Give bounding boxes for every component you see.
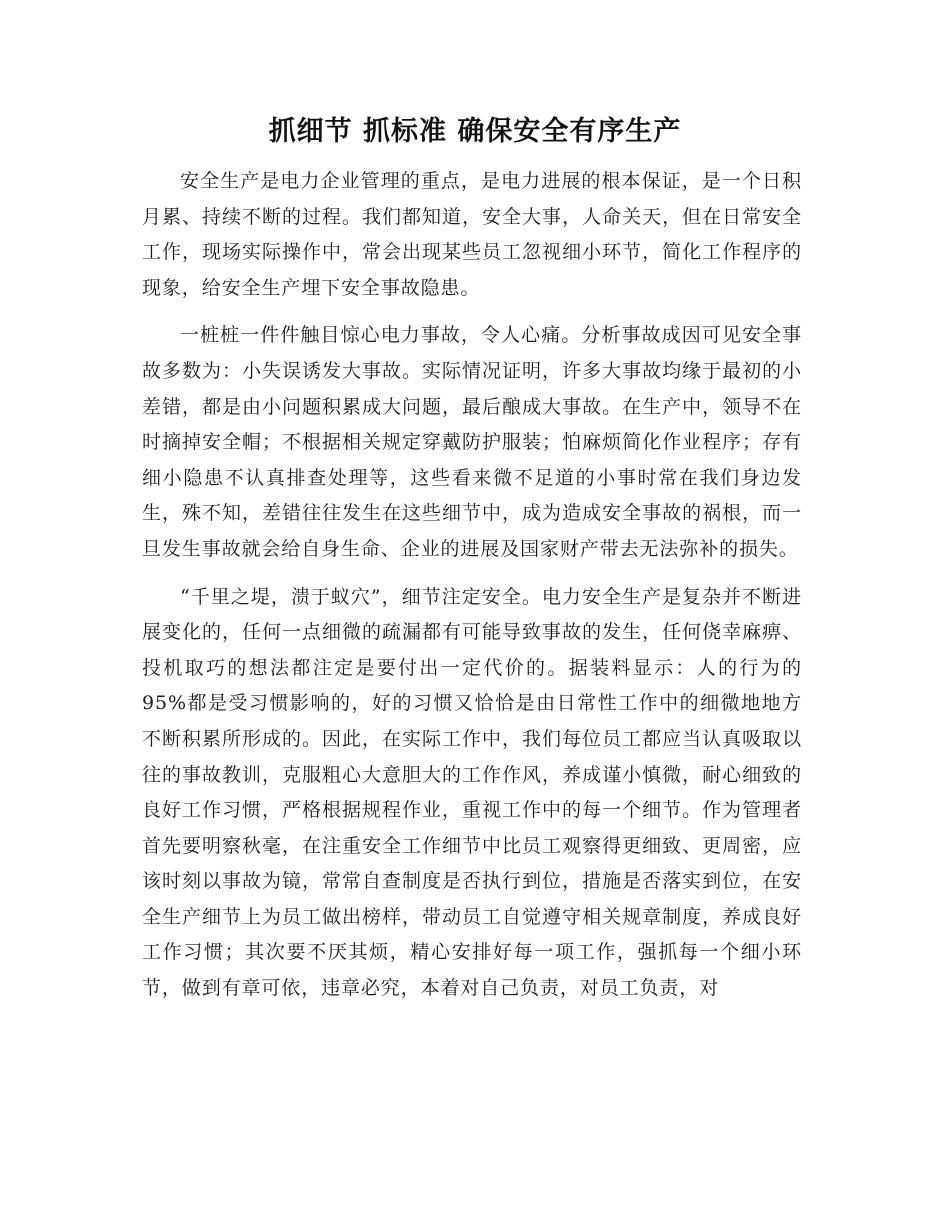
paragraph-3: “千里之堤，溃于蚁穴”，细节注定安全。电力安全生产是复杂并不断进展变化的，任何一点细微的疏漏都有可能导致事故的发生，任何侥幸麻痹、投机取巧的想法都注定是要付出一定代价的。据装料显示：人的行为的95%都是受习惯影响的，好的习惯又恰恰是由日常性工作中的细微地地方不断积累所形成的。因此，在实际工作中，我们每位员工都应当认真吸取以往的事故教训，克服粗心大意胆大的工作作风，养成谨小慎微，耐心细致的良好工作习惯，严格根据规程作业，重视工作中的每一个细节。作为管理者首先要明察秋毫，在注重安全工作细节中比员工观察得更细致、更周密，应该时刻以事故为镜，常常自查制度是否执行到位，措施是否落实到位，在安全生产细节上为员工做出榜样，带动员工自觉遵守相关规章制度，养成良好工作习惯；其次要不厌其烦，精心安排好每一项工作，强抓每一个细小环节，做到有章可依，违章必究，本着对自己负责，对员工负责，对 (142, 585, 802, 1000)
document-body (142, 164, 802, 1019)
document-title: 抓细节 抓标准 确保安全有序生产 (268, 116, 682, 147)
paragraph-1: 安全生产是电力企业管理的重点，是电力进展的根本保证，是一个日积月累、持续不断的过程。我们都知道，安全大事，人命关天，但在日常安全工作，现场实际操作中，常会出现某些员工忽视细小环节，简化工作程序的现象，给安全生产埋下安全事故隐患。 (142, 170, 802, 299)
paragraph-2: 一桩桩一件件触目惊心电力事故，令人心痛。分析事故成因可见安全事故多数为：小失误诱发大事故。实际情况证明，许多大事故均缘于最初的小差错，都是由小问题积累成大问题，最后酿成大事故。在生产中，领导不在时摘掉安全帽；不根据相关规定穿戴防护服装；怕麻烦简化作业程序；存有细小隐患不认真排查处理等，这些看来微不足道的小事时常在我们身边发生，殊不知，差错往往发生在这些细节中，成为造成安全事故的祸根，而一旦发生事故就会给自身生命、企业的进展及国家财产带去无法弥补的损失。 (142, 324, 802, 560)
